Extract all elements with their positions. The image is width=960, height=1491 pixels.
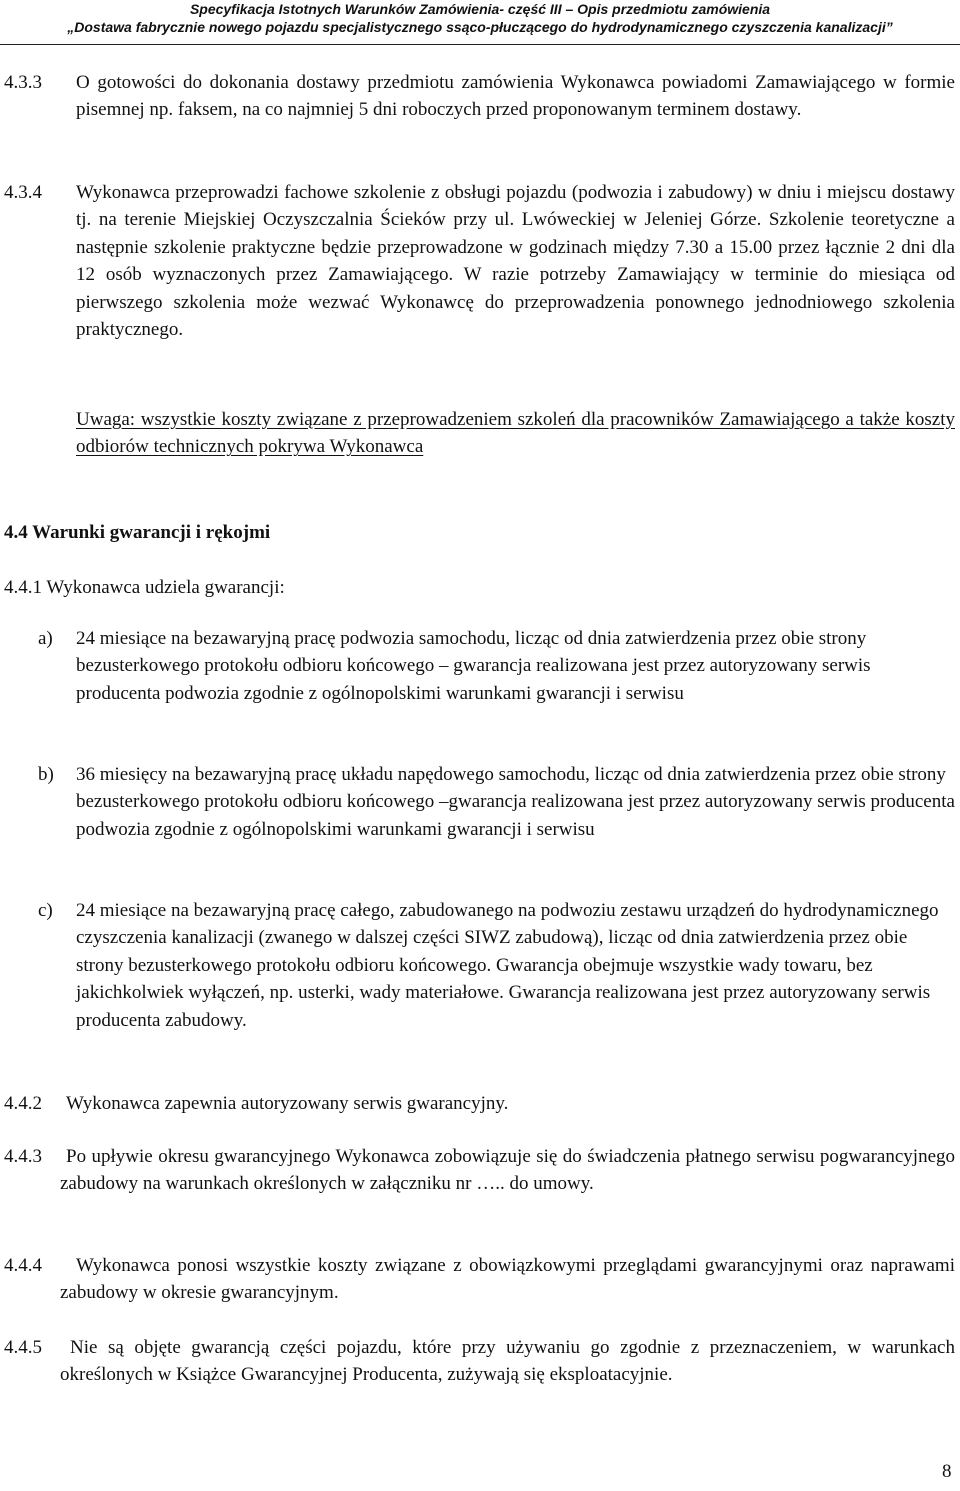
section-4-4-heading: 4.4 Warunki gwarancji i rękojmi [4,522,271,543]
section-4-4-2-text: Wykonawca zapewnia autoryzowany serwis gwarancyjny. [66,1093,509,1114]
section-4-3-3-body: O gotowości do dokonania dostawy przedmiotu zamówienia Wykonawca powiadomi Zamawiającego w formie pisemnej np. faksem, na co najmniej 5 dni roboczych przed proponowanym terminem dostawy. [76,72,955,121]
section-4-4-2-number: 4.4.2 [4,1093,42,1114]
item-c-label: c) [38,900,53,921]
section-4-3-4-text: Wykonawca przeprowadzi fachowe szkolenie z obsługi pojazdu (podwozia i zabudowy) w dniu i miejscu dostawy tj. na terenie Miejskiej Oczyszczalnia Ścieków przy ul. Lwóweckiej w Jeleniej Górze. Szkolenie teoretyczne a następnie szkolenie praktyczne będzie przeprowadzone w godzinach między 7.30 a 15.00 przez łącznie 2 dni dla 12 osób wyznaczonych przez Zamawiającego. W razie potrzeby Zamawiający w terminie do miesiąca od pierwszego szkolenia może wezwać Wykonawcę do przeprowadzenia ponownego jednodniowego szkolenia praktycznego. [76,182,955,341]
item-b-text: 36 miesięcy na bezawaryjną pracę układu napędowego samochodu, licząc od dnia zatwierdzenia przez obie strony bezusterkowego protokołu odbioru końcowego –gwarancja realizowana jest przez autoryzowany serwis producenta podwozia zgodnie z ogólnopolskimi warunkami gwarancji i serwisu [76,764,955,840]
item-b-label: b) [38,764,54,785]
section-4-3-4-number: 4.3.4 [4,182,42,203]
section-4-4-5-number: 4.4.5 [4,1337,42,1358]
section-4-4-5-text: Nie są objęte gwarancją części pojazdu, które przy używaniu go zgodnie z przeznaczeniem, w warunkach określonych w Książce Gwarancyjnej Producenta, zużywają się eksploatacyjnie. [60,1337,955,1386]
section-4-4-4-number: 4.4.4 [4,1255,42,1276]
header-subtitle: „Dostawa fabrycznie nowego pojazdu specjalistycznego ssąco-płuczącego do hydrodynamicznego czyszczenia kanalizacji” [67,19,893,35]
page-number: 8 [942,1461,952,1482]
item-c-text: 24 miesiące na bezawaryjną pracę całego, zabudowanego na podwoziu zestawu urządzeń do hydrodynamicznego czyszczenia kanalizacji (zwanego w dalszej części SIWZ zabudową), licząc od dnia zatwierdzenia przez obie strony bezusterkowego protokołu odbioru końcowego. Gwarancja obejmuje wszystkie wady towaru, bez jakichkolwiek wyłączeń, np. usterki, wady materiałowe. Gwarancja realizowana jest przez autoryzowany serwis producenta zabudowy. [76,900,939,1031]
costs-note: Uwaga: wszystkie koszty związane z przeprowadzeniem szkoleń dla pracowników Zamawiającego a także koszty odbiorów technicznych pokrywa Wykonawca [76,409,955,458]
header-title: Specyfikacja Istotnych Warunków Zamówienia- część III – Opis przedmiotu zamówienia [189,1,771,17]
section-4-4-4-text: Wykonawca ponosi wszystkie koszty związane z obowiązkowymi przeglądami gwarancyjnymi oraz naprawami zabudowy w okresie gwarancyjnym. [60,1255,955,1304]
section-4-4-3-number: 4.4.3 [4,1146,42,1167]
item-a-text: 24 miesiące na bezawaryjną pracę podwozia samochodu, licząc od dnia zatwierdzenia przez obie strony bezusterkowego protokołu odbioru końcowego – gwarancja realizowana jest przez autoryzowany serwis producenta podwozia zgodnie z ogólnopolskimi warunkami gwarancji i serwisu [76,628,871,704]
item-a-label: a) [38,628,53,649]
section-4-4-3-text: Po upływie okresu gwarancyjnego Wykonawca zobowiązuje się do świadczenia płatnego serwisu pogwarancyjnego zabudowy na warunkach określonych w załączniku nr ….. do umowy. [60,1146,955,1195]
section-4-4-1-text: 4.4.1 Wykonawca udziela gwarancji: [4,577,285,598]
section-4-3-3-number: 4.3.3 [4,72,42,93]
header-divider [0,44,960,45]
section-4-3-3-text [76,69,955,124]
